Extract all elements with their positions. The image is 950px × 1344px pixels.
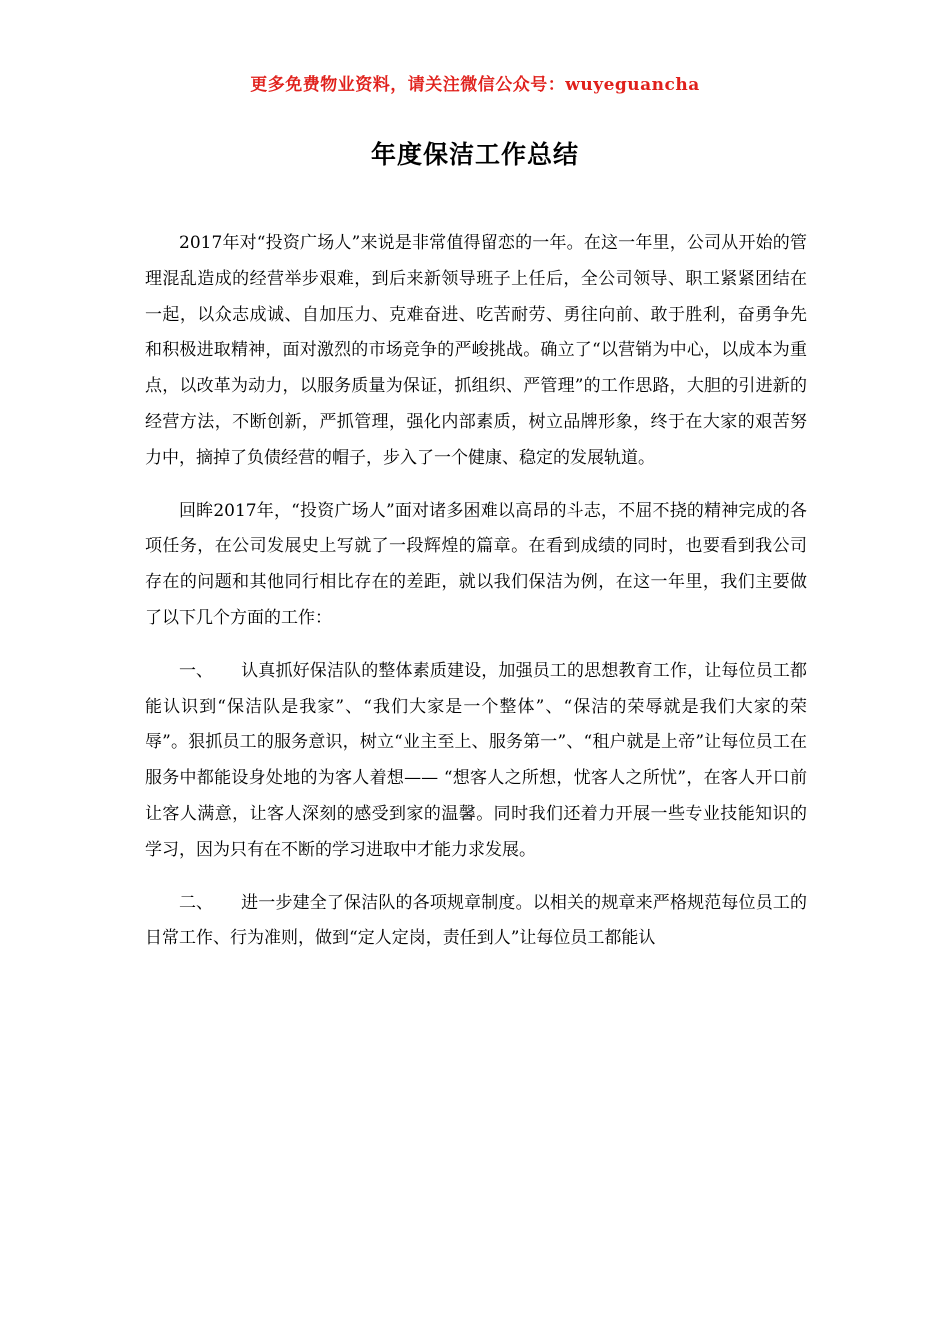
paragraph (145, 494, 807, 637)
numbered-paragraph (145, 654, 807, 869)
paragraph-text: 认真抓好保洁队的整体素质建设，加强员工的思想教育工作，让每位员工都能认识到“保洁队是我家”、“我们大家是一个整体”、“保洁的荣辱就是我们大家的荣辱”。狠抓员工的服务意识，树立“业主至上、服务第一”、“租户就是上帝”让每位员工在服务中都能设身处地的为客人着想—— “想客人之所想，忧客人之所忧”，在客人开口前让客人满意，让客人深刻的感受到家的温馨。同时我们还着力开展一些专业技能知识的学习，因为只有在不断的学习进取中才能力求发展。 (145, 660, 807, 860)
section-number: 二、 (179, 892, 213, 913)
paragraph (145, 226, 807, 477)
paragraph-text: 回眸2017年，“投资广场人”面对诸多困难以高昂的斗志，不屈不挠的精神完成的各项任务，在公司发展史上写就了一段辉煌的篇章。在看到成绩的同时，也要看到我公司存在的问题和其他同行相比存在的差距，就以我们保洁为例，在这一年里，我们主要做了以下几个方面的工作： (145, 500, 807, 628)
numbered-paragraph (145, 886, 807, 958)
section-number: 一、 (179, 660, 213, 681)
paragraph-text: 2017年对“投资广场人”来说是非常值得留恋的一年。在这一年里，公司从开始的管理混乱造成的经营举步艰难，到后来新领导班子上任后，全公司领导、职工紧紧团结在一起，以众志成诚、自加压力、克难奋进、吃苦耐劳、勇往向前、敢于胜利，奋勇争先和积极进取精神，面对激烈的市场竞争的严峻挑战。确立了“以营销为中心，以成本为重点，以改革为动力，以服务质量为保证，抓组织、严管理”的工作思路，大胆的引进新的经营方法，不断创新，严抓管理，强化内部素质，树立品牌形象，终于在大家的艰苦努力中，摘掉了负债经营的帽子，步入了一个健康、稳定的发展轨道。 (145, 233, 807, 468)
promo-banner: 更多免费物业资料，请关注微信公众号：wuyeguancha (250, 75, 700, 95)
document-body (145, 226, 807, 974)
document-title: 年度保洁工作总结 (370, 140, 579, 169)
paragraph-text: 进一步建全了保洁队的各项规章制度。以相关的规章来严格规范每位员工的日常工作、行为准则，做到“定人定岗，责任到人”让每位员工都能认 (145, 892, 807, 949)
